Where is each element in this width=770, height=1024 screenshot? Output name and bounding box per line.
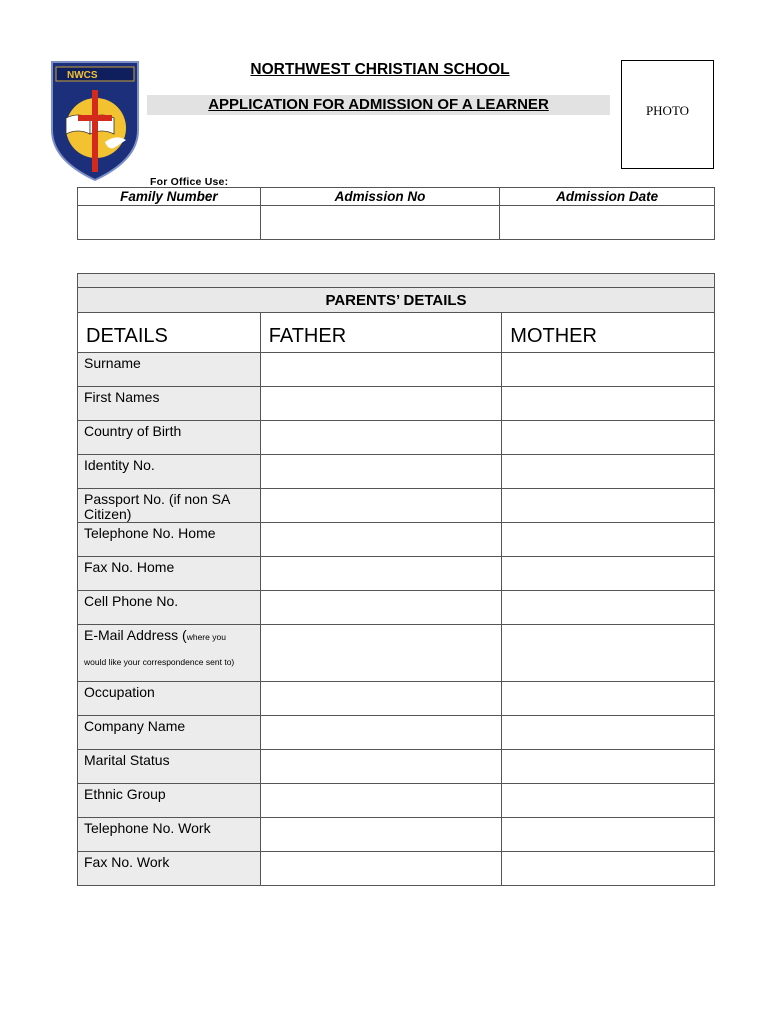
table-row	[78, 625, 715, 682]
table-row	[78, 682, 715, 716]
mother-country-field[interactable]	[502, 421, 715, 455]
admission-date-field[interactable]	[500, 206, 715, 240]
table-row	[78, 489, 715, 523]
email-label-text: E-Mail Address (	[84, 627, 187, 643]
stripe-cell	[78, 274, 715, 288]
mother-email-field[interactable]	[502, 625, 715, 682]
office-col-admission-no: Admission No	[260, 188, 500, 206]
row-label-cell-phone: Cell Phone No.	[78, 591, 261, 625]
admission-no-field[interactable]	[260, 206, 500, 240]
mother-telephone-home-field[interactable]	[502, 523, 715, 557]
father-cell-phone-field[interactable]	[260, 591, 502, 625]
row-label-passport-no: Passport No. (if non SA Citizen)	[78, 489, 261, 523]
mother-fax-home-field[interactable]	[502, 557, 715, 591]
row-label-surname: Surname	[78, 353, 261, 387]
father-email-field[interactable]	[260, 625, 502, 682]
table-row	[78, 591, 715, 625]
col-details: DETAILS	[78, 313, 261, 353]
table-row	[78, 818, 715, 852]
mother-fax-work-field[interactable]	[502, 852, 715, 886]
col-father: FATHER	[260, 313, 502, 353]
table-row	[78, 750, 715, 784]
office-use-entry-row	[78, 206, 715, 240]
father-company-field[interactable]	[260, 716, 502, 750]
table-row	[78, 852, 715, 886]
school-name: NORTHWEST CHRISTIAN SCHOOL	[250, 61, 510, 78]
mother-first-names-field[interactable]	[502, 387, 715, 421]
mother-ethnic-field[interactable]	[502, 784, 715, 818]
father-country-field[interactable]	[260, 421, 502, 455]
father-fax-home-field[interactable]	[260, 557, 502, 591]
office-use-header-row	[78, 188, 715, 206]
mother-company-field[interactable]	[502, 716, 715, 750]
mother-cell-phone-field[interactable]	[502, 591, 715, 625]
office-use-table	[77, 187, 715, 240]
email-note-part-2: would like your correspondence sent to)	[84, 657, 235, 667]
table-top-stripe	[78, 274, 715, 288]
father-identity-field[interactable]	[260, 455, 502, 489]
office-use-label: For Office Use:	[150, 176, 229, 188]
father-first-names-field[interactable]	[260, 387, 502, 421]
table-row	[78, 557, 715, 591]
father-passport-field[interactable]	[260, 489, 502, 523]
mother-surname-field[interactable]	[502, 353, 715, 387]
row-label-fax-home: Fax No. Home	[78, 557, 261, 591]
form-title: APPLICATION FOR ADMISSION OF A LEARNER	[208, 96, 549, 113]
father-surname-field[interactable]	[260, 353, 502, 387]
father-telephone-home-field[interactable]	[260, 523, 502, 557]
row-label-company-name: Company Name	[78, 716, 261, 750]
office-col-family-number: Family Number	[78, 188, 261, 206]
photo-label: PHOTO	[645, 103, 690, 118]
table-row	[78, 523, 715, 557]
father-fax-work-field[interactable]	[260, 852, 502, 886]
mother-identity-field[interactable]	[502, 455, 715, 489]
section-title: PARENTS’ DETAILS	[78, 288, 715, 313]
section-heading-row	[78, 288, 715, 313]
table-row	[78, 716, 715, 750]
parents-details-table	[77, 273, 715, 886]
row-label-fax-work: Fax No. Work	[78, 852, 261, 886]
table-row	[78, 353, 715, 387]
row-label-marital-status: Marital Status	[78, 750, 261, 784]
crest-banner-text: NWCS	[67, 70, 98, 81]
father-marital-field[interactable]	[260, 750, 502, 784]
column-header-row	[78, 313, 715, 353]
photo-box[interactable]	[621, 60, 714, 169]
mother-passport-field[interactable]	[502, 489, 715, 523]
family-number-field[interactable]	[78, 206, 261, 240]
col-mother: MOTHER	[502, 313, 715, 353]
mother-occupation-field[interactable]	[502, 682, 715, 716]
row-label-country-of-birth: Country of Birth	[78, 421, 261, 455]
table-row	[78, 387, 715, 421]
office-col-admission-date: Admission Date	[500, 188, 715, 206]
table-row	[78, 421, 715, 455]
row-label-identity-no: Identity No.	[78, 455, 261, 489]
email-note-part-1: where you	[186, 632, 226, 642]
mother-marital-field[interactable]	[502, 750, 715, 784]
row-label-telephone-home: Telephone No. Home	[78, 523, 261, 557]
table-row	[78, 455, 715, 489]
school-crest-logo	[50, 60, 140, 182]
father-occupation-field[interactable]	[260, 682, 502, 716]
row-label-ethnic-group: Ethnic Group	[78, 784, 261, 818]
row-label-occupation: Occupation	[78, 682, 261, 716]
row-label-first-names: First Names	[78, 387, 261, 421]
father-telephone-work-field[interactable]	[260, 818, 502, 852]
row-label-email-address	[78, 625, 261, 682]
table-row	[78, 784, 715, 818]
mother-telephone-work-field[interactable]	[502, 818, 715, 852]
father-ethnic-field[interactable]	[260, 784, 502, 818]
row-label-telephone-work: Telephone No. Work	[78, 818, 261, 852]
